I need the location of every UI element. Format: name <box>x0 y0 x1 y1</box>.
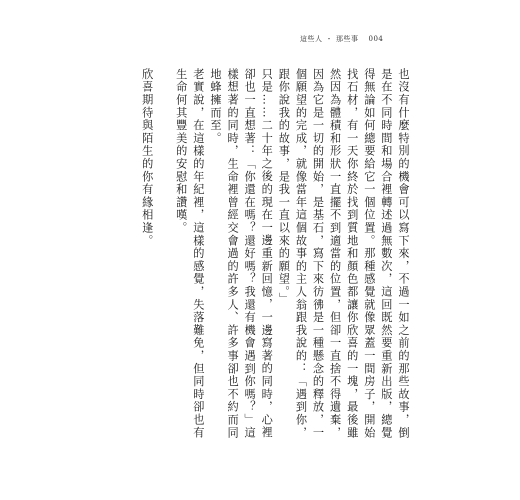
page-number: 004 <box>368 35 384 43</box>
paragraph-1: 也沒有什麼特別的機會可以寫下來，不過一如之前的那些故事，倒是在不同時間和場合裡轉述過無數次，這回既然要重新出版，總覺得無論如何總要給它一個位置。那種感覺就像眾蓋一間房子，開始找石材，有一天你終於找到質地和顏色都讓你欣喜的一塊，最後雖然因為體積和形狀一直擺不到適當的位置，但卻一直捨不得遺棄，因為它是一切的開始，是基石，寫下來彷彿是一種懸念的釋放，一個願望的完成，就像當年這個故事的主人翁跟我說的：「遇到你，跟你說我的故事，是我一直以來的願望。」 <box>277 68 410 440</box>
paragraph-closing: 欣喜期待與陌生的你有緣相逢。 <box>140 68 154 248</box>
paragraph-2: 只是……二十年之後的現在一邊重新回憶，一邊寫著的同時，心裡卻也一直想著：「你還在嗎？還好嗎？我還有機會遇到你嗎？」這樣想著的同時，生命裡曾經交會過的許多人、許多事卻也不約而同地蜂擁而至。 <box>208 68 274 440</box>
book-title: 這些人 <box>300 35 323 43</box>
running-header <box>300 34 383 44</box>
title-separator: ・ <box>325 35 333 43</box>
vertical-text-body <box>102 68 412 446</box>
chapter-title: 那些事 <box>336 35 359 43</box>
paragraph-3: 老實說，在這樣的年紀裡，這樣的感覺，失落難免，但同時卻也有生命何其豐美的安慰和讚嘆。 <box>174 68 205 440</box>
